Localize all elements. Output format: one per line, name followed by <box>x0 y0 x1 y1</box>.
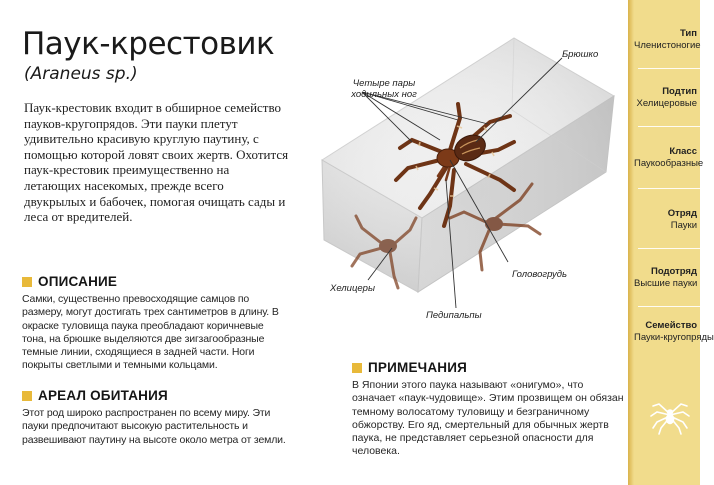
taxonomy-value: Хелицеровые <box>636 98 697 109</box>
taxonomy-rank: Класс <box>669 146 697 157</box>
description-text: Самки, существенно превосходящие самцов по размеру, могут достигать трех сантиметров в длину. В окраске туловища паука преобладают коричневые тона, на брюшке выделяются две зигзагообразные темные линии, сходящиеся в задней части. Ноги покрыты светлыми и темными кольцами. <box>22 293 279 372</box>
taxonomy-class <box>634 146 704 170</box>
habitat-text: Этот род широко распространен по всему миру. Эти пауки предпочитают высокую растительность и развешивают паутину на высоте около метра от земли. <box>22 407 286 446</box>
taxonomy-divider <box>638 306 700 307</box>
label-cephalothorax: Головогрудь <box>512 269 568 280</box>
taxonomy-value: Членистоногие <box>634 40 701 51</box>
taxonomy-value: Высшие пауки <box>634 278 698 289</box>
habitat-heading <box>22 388 168 403</box>
taxonomy-rank: Подтип <box>662 86 697 97</box>
notes-heading <box>352 360 467 375</box>
taxonomy-divider <box>638 126 700 127</box>
taxonomy-family <box>634 320 714 344</box>
taxonomy-divider <box>638 248 700 249</box>
label-chelicerae: Хелицеры <box>330 283 375 294</box>
description-heading-label: ОПИСАНИЕ <box>38 274 118 289</box>
description-heading <box>22 274 117 289</box>
taxonomy-rank: Подотряд <box>650 266 697 277</box>
intro-paragraph: Паук-крестовик входит в обширное семейство пауков-кругопрядов. Эти пауки плетут удивительно красивую круглую паутину, с помощью которой ловят своих жертв. Охотится паук-крестовик преимущественно на летающих насекомых, прежде всего двукрылых и бабочек, помогая очищать сады и леса от вредителей. <box>24 100 289 225</box>
taxonomy-divider <box>638 68 700 69</box>
taxonomy-suborder <box>634 266 700 290</box>
heading-marker <box>22 277 32 287</box>
taxonomy-value: Пауки-кругопряды <box>634 332 714 343</box>
notes-heading-label: ПРИМЕЧАНИЯ <box>368 360 468 375</box>
label-legs: Четыре пары ходильных ног <box>351 78 417 100</box>
label-abdomen: Брюшко <box>562 49 599 60</box>
taxonomy-value: Пауки <box>670 220 697 231</box>
taxonomy-divider <box>638 188 700 189</box>
heading-marker <box>22 391 32 401</box>
sidebar-page-edge <box>628 0 634 485</box>
page-title: Паук-крестовик <box>22 26 275 62</box>
taxonomy-rank: Отряд <box>667 208 697 219</box>
taxonomy-rank: Семейство <box>645 320 697 331</box>
taxonomy-order <box>634 208 700 232</box>
taxonomy-value: Паукообразные <box>634 158 704 169</box>
habitat-heading-label: АРЕАЛ ОБИТАНИЯ <box>38 388 168 403</box>
label-pedipalps: Педипальпы <box>426 310 482 321</box>
latin-name: (Araneus sp.) <box>24 64 138 84</box>
heading-marker <box>352 363 362 373</box>
taxonomy-subphylum <box>634 86 700 110</box>
taxonomy-phylum <box>634 28 700 52</box>
taxonomy-rank: Тип <box>679 28 697 39</box>
notes-text: В Японии этого паука называют «онигумо», что означает «паук-чудовище». Этим прозвищем он обязан темному волосатому туловищу и безграничному обжорству. Его яд, смертельный для обычных жертв паука, не представляет серьезной опасности для человека. <box>352 379 624 458</box>
spider-icon <box>645 390 695 440</box>
